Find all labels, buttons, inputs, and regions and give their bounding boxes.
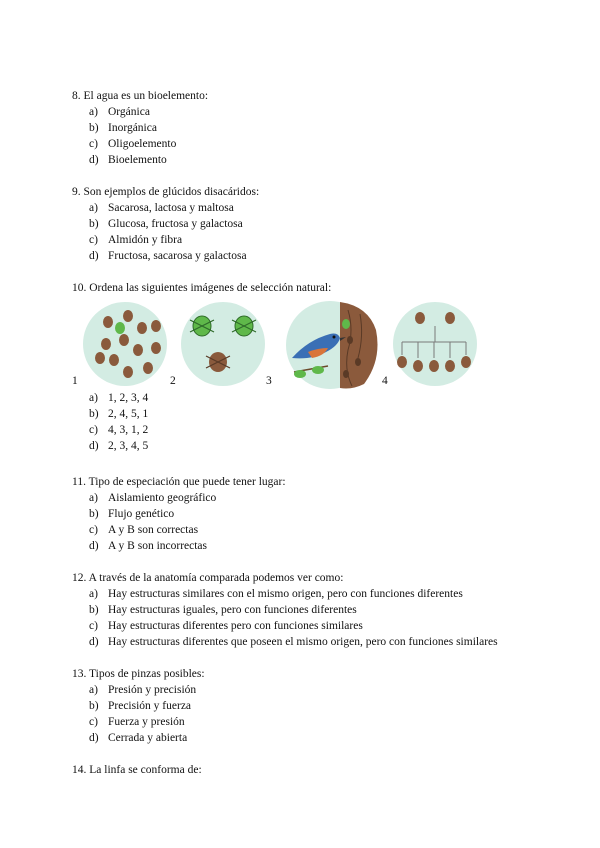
figure-number-2: 2 — [170, 375, 176, 387]
option-text: Aislamiento geográfico — [108, 492, 217, 504]
option-b[interactable] — [72, 216, 259, 232]
question-13 — [72, 666, 205, 746]
option-text: A y B son correctas — [108, 524, 199, 536]
option-d[interactable] — [72, 152, 208, 168]
option-c[interactable] — [72, 618, 498, 634]
option-letter: a) — [89, 106, 98, 118]
option-text: Hay estructuras similares con el mismo origen, pero con funciones diferentes — [108, 588, 463, 600]
option-letter: a) — [89, 588, 98, 600]
question-title: 9. Son ejemplos de glúcidos disacáridos: — [72, 186, 260, 198]
option-c[interactable] — [72, 522, 286, 538]
option-a[interactable] — [72, 200, 259, 216]
option-text: Hay estructuras diferentes pero con funciones similares — [108, 620, 363, 632]
option-letter: a) — [89, 392, 98, 404]
figure-3-bird-predation — [278, 300, 382, 390]
option-c[interactable] — [72, 136, 208, 152]
option-text: 2, 4, 5, 1 — [108, 408, 149, 420]
option-letter: d) — [89, 250, 99, 262]
option-c[interactable] — [72, 232, 259, 248]
option-d[interactable] — [72, 248, 259, 264]
option-text: Fructosa, sacarosa y galactosa — [108, 250, 247, 262]
option-letter: c) — [89, 234, 98, 246]
option-text: Glucosa, fructosa y galactosa — [108, 218, 243, 230]
question-10 — [72, 280, 532, 454]
option-letter: d) — [89, 154, 99, 166]
option-a[interactable] — [72, 390, 532, 406]
option-text: 4, 3, 1, 2 — [108, 424, 149, 436]
option-b[interactable] — [72, 506, 286, 522]
option-a[interactable] — [72, 586, 498, 602]
figure-number-1: 1 — [72, 375, 78, 387]
option-b[interactable] — [72, 406, 532, 422]
question-title: 10. Ordena las siguientes imágenes de selección natural: — [72, 282, 332, 294]
question-9 — [72, 184, 259, 264]
option-letter: d) — [89, 636, 99, 648]
option-text: Fuerza y presión — [108, 716, 185, 728]
option-text: Inorgánica — [108, 122, 157, 134]
option-b[interactable] — [72, 602, 498, 618]
option-text: Bioelemento — [108, 154, 167, 166]
option-b[interactable] — [72, 120, 208, 136]
figure-number-4: 4 — [382, 375, 388, 387]
option-c[interactable] — [72, 422, 532, 438]
option-text: Cerrada y abierta — [108, 732, 188, 744]
figure-4-offspring-tree — [390, 300, 480, 388]
option-d[interactable] — [72, 538, 286, 554]
question-title: 14. La linfa se conforma de: — [72, 764, 202, 776]
question-title: 8. El agua es un bioelemento: — [72, 90, 209, 102]
option-text: Flujo genético — [108, 508, 175, 520]
option-text: 2, 3, 4, 5 — [108, 440, 149, 452]
option-text: Almidón y fibra — [108, 234, 183, 246]
option-letter: a) — [89, 202, 98, 214]
option-letter: d) — [89, 732, 99, 744]
option-letter: c) — [89, 138, 98, 150]
figure-2-green-beetles — [178, 300, 268, 388]
option-letter: d) — [89, 440, 99, 452]
question-12 — [72, 570, 498, 650]
option-text: Hay estructuras iguales, pero con funciones diferentes — [108, 604, 357, 616]
question-title: 12. A través de la anatomía comparada podemos ver como: — [72, 572, 344, 584]
option-letter: c) — [89, 620, 98, 632]
option-text: A y B son incorrectas — [108, 540, 208, 552]
selection-figures — [72, 300, 532, 390]
option-letter: a) — [89, 684, 98, 696]
option-text: Oligoelemento — [108, 138, 177, 150]
option-d[interactable] — [72, 438, 532, 454]
question-title: 13. Tipos de pinzas posibles: — [72, 668, 205, 680]
option-letter: c) — [89, 716, 98, 728]
option-a[interactable] — [72, 104, 208, 120]
option-text: Hay estructuras diferentes que poseen el mismo origen, pero con funciones similares — [108, 636, 498, 648]
option-text: Sacarosa, lactosa y maltosa — [108, 202, 234, 214]
option-letter: c) — [89, 424, 98, 436]
option-text: Orgánica — [108, 106, 150, 118]
option-letter: b) — [89, 122, 99, 134]
option-text: 1, 2, 3, 4 — [108, 392, 149, 404]
option-d[interactable] — [72, 634, 498, 650]
option-letter: b) — [89, 700, 99, 712]
option-d[interactable] — [72, 730, 205, 746]
option-c[interactable] — [72, 714, 205, 730]
option-a[interactable] — [72, 490, 286, 506]
option-letter: b) — [89, 508, 99, 520]
question-title: 11. Tipo de especiación que puede tener lugar: — [72, 476, 286, 488]
option-a[interactable] — [72, 682, 205, 698]
question-8 — [72, 88, 208, 168]
option-text: Presión y precisión — [108, 684, 197, 696]
question-14 — [72, 762, 202, 778]
question-11 — [72, 474, 286, 554]
option-letter: c) — [89, 524, 98, 536]
option-letter: b) — [89, 218, 99, 230]
option-b[interactable] — [72, 698, 205, 714]
figure-1-beetle-population — [80, 300, 170, 388]
option-letter: d) — [89, 540, 99, 552]
figure-number-3: 3 — [266, 375, 272, 387]
option-letter: a) — [89, 492, 98, 504]
option-text: Precisión y fuerza — [108, 700, 192, 712]
option-letter: b) — [89, 408, 99, 420]
option-letter: b) — [89, 604, 99, 616]
